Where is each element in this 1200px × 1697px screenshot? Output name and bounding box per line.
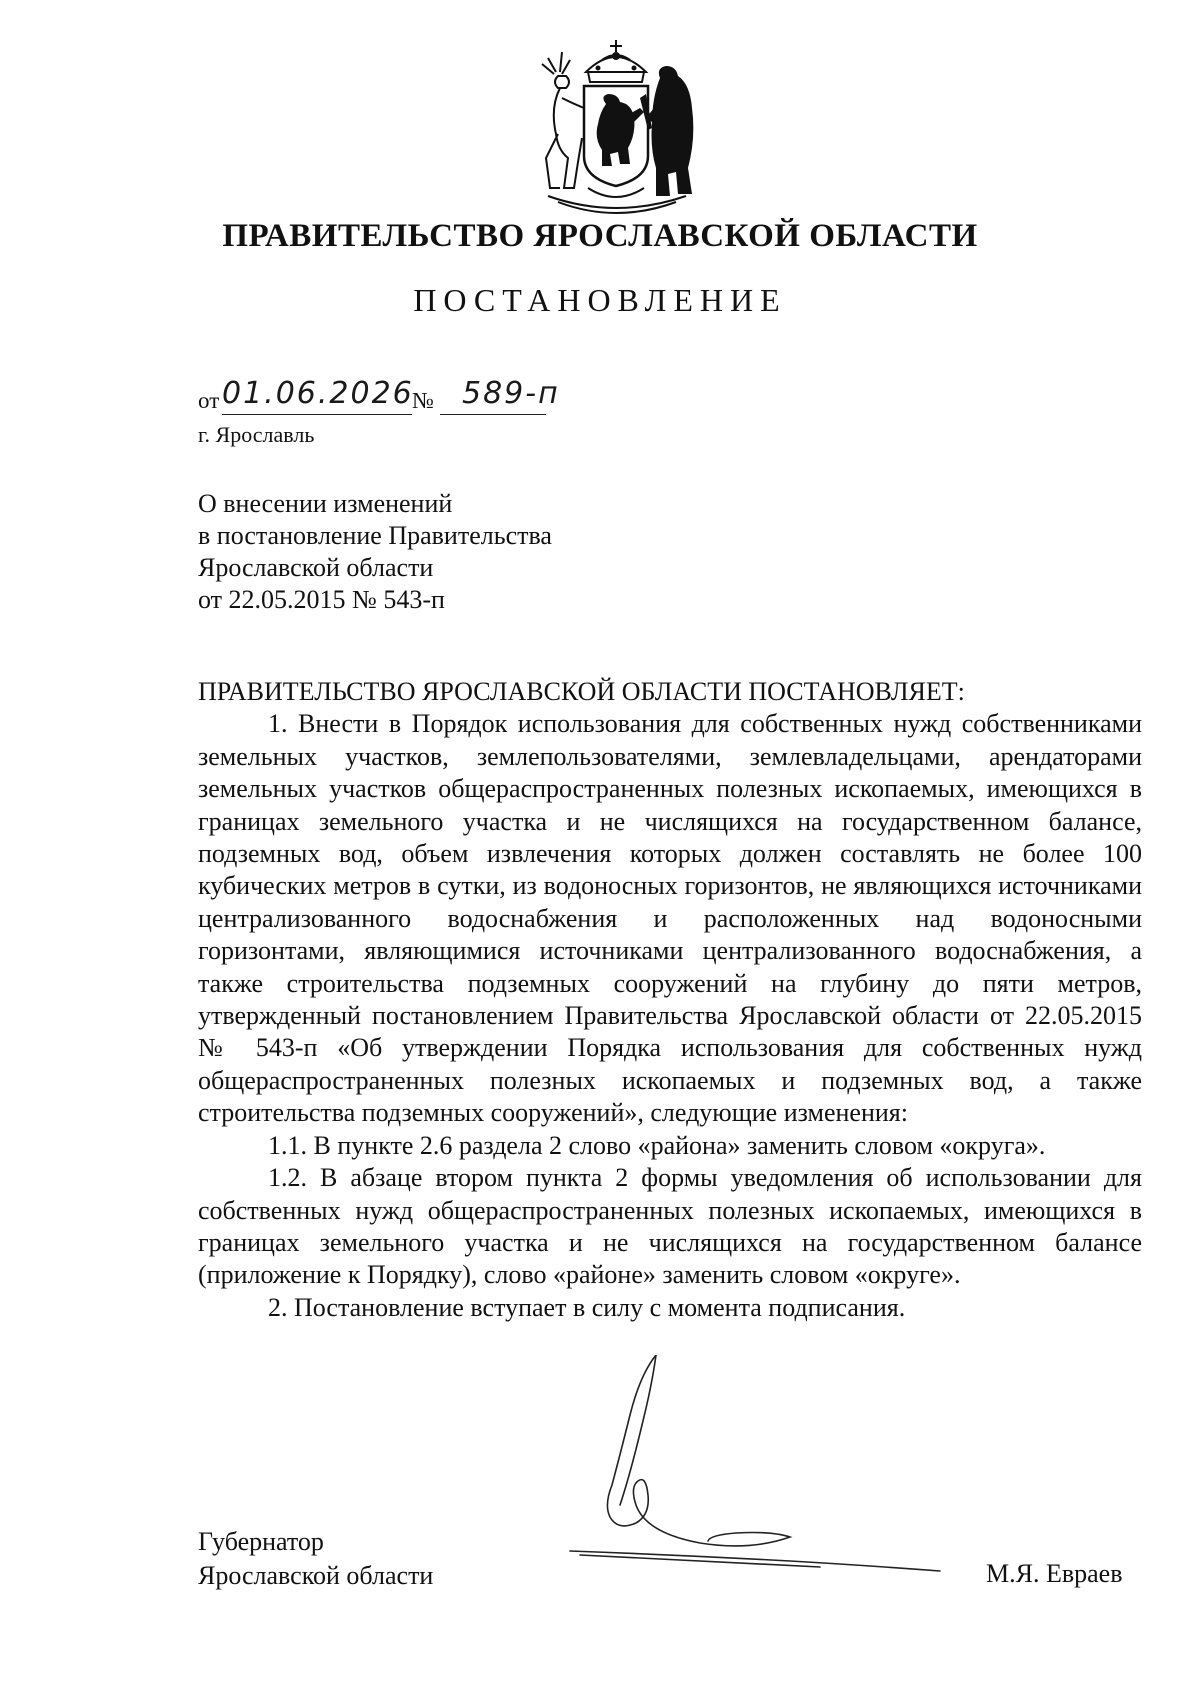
- coat-of-arms-icon: [528, 38, 704, 224]
- document-subject: [198, 488, 552, 616]
- city: г. Ярославль: [198, 422, 315, 447]
- paragraph-1-1: 1.1. В пункте 2.6 раздела 2 слово «района» заменить словом «округа».: [268, 1130, 1046, 1160]
- subject-line: в постановление Правительства: [198, 521, 552, 550]
- signatory-position: [198, 1525, 433, 1593]
- number-underline: [440, 414, 546, 415]
- handwritten-signature-icon: [560, 1355, 980, 1595]
- position-line: Ярославской области: [198, 1561, 434, 1590]
- signatory-name: М.Я. Евраев: [986, 1559, 1123, 1588]
- date-value: 01.06.2026: [222, 376, 414, 411]
- number-label: №: [412, 388, 434, 413]
- number-value: 589-п: [462, 376, 560, 411]
- subject-line: О внесении изменений: [198, 489, 453, 518]
- resolution-heading: ПРАВИТЕЛЬСТВО ЯРОСЛАВСКОЙ ОБЛАСТИ ПОСТАНОВЛЯЕТ:: [198, 677, 965, 706]
- subject-line: Ярославской области: [198, 553, 434, 582]
- paragraph-2: 2. Постановление вступает в силу с момента подписания.: [268, 1292, 906, 1322]
- position-line: Губернатор: [198, 1527, 324, 1556]
- paragraph-1: 1. Внести в Порядок использования для собственных нужд собственниками земельных участков, землепользователями, землевладельцами, арендаторами земельных участков общераспространенных полезных ископаемых, имеющихся в границах земельного участка и не числящихся на государственном балансе, подземных вод, объем извлечения которых должен составлять не более 100 кубических метров в сутки, из водоносных горизонтов, не являющихся источниками централизованного водоснабжения и расположенных над водоносными горизонтами, являющимися источниками централизованного водоснабжения, а также строительства подземных сооружений на глубину до пяти метров, утвержденный постановлением Правительства Ярославской области от 22.05.2015 № 543-п «Об утверждении Порядка использования для собственных нужд общераспространенных полезных ископаемых и подземных вод, а также строительства подземных сооружений», следующие изменения:: [198, 709, 1142, 1128]
- subject-line: от 22.05.2015 № 543-п: [198, 585, 445, 614]
- paragraph-1-2: 1.2. В абзаце втором пункта 2 формы уведомления об использовании для собственных нужд общераспространенных полезных ископаемых, имеющихся в границах земельного участка и не числящихся на государственном балансе (приложение к Порядку), слово «районе» заменить словом «округе».: [198, 1163, 1142, 1290]
- government-title: ПРАВИТЕЛЬСТВО ЯРОСЛАВСКОЙ ОБЛАСТИ: [222, 218, 978, 254]
- date-underline: [222, 414, 412, 415]
- document-body: [198, 676, 1142, 1324]
- date-label: от: [198, 388, 220, 413]
- document-type: ПОСТАНОВЛЕНИЕ: [413, 282, 787, 318]
